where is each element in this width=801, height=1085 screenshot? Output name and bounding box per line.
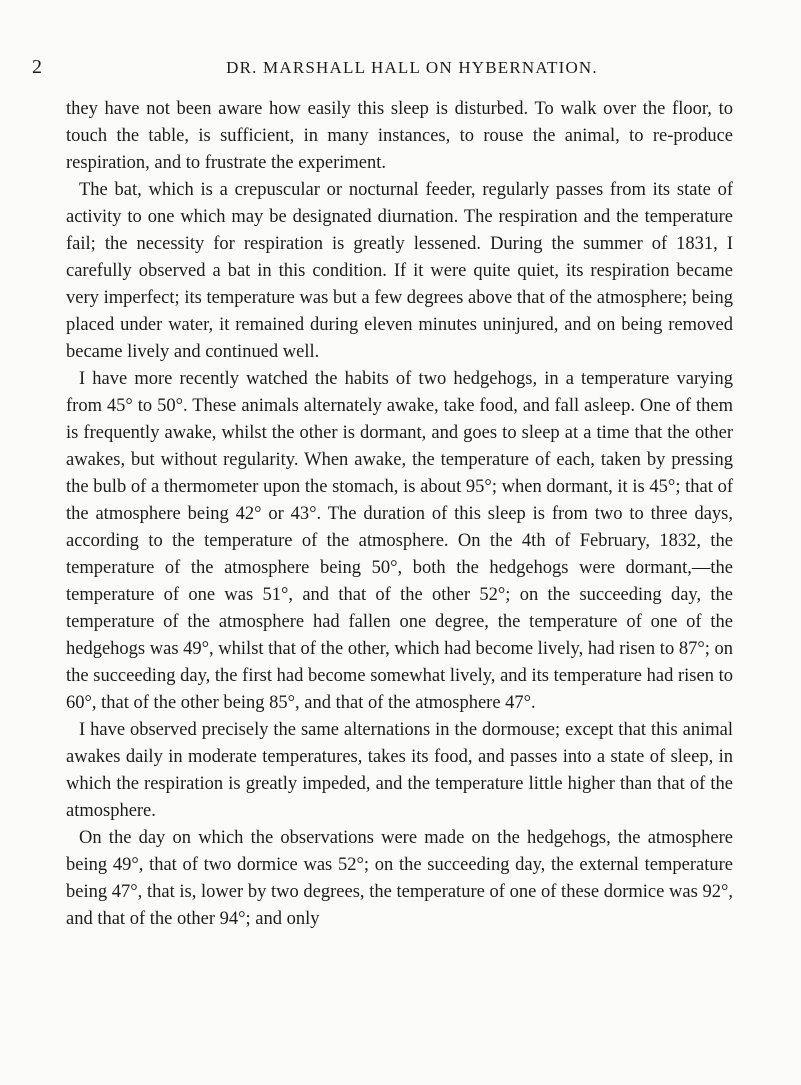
body-text	[66, 96, 733, 933]
paragraph-bat: The bat, which is a crepuscular or nocturnal feeder, regularly passes from its state of activity to one which may be designated diurnation. The respiration and the temperature fail; the necessity for respiration is greatly lessened. During the summer of 1831, I carefully observed a bat in this condition. If it were quite quiet, its respiration became very imperfect; its temperature was but a few degrees above that of the atmosphere; being placed under water, it remained during eleven minutes uninjured, and on being removed became lively and continued well.	[66, 180, 733, 362]
paragraph-dormice-observations: On the day on which the observations were made on the hedgehogs, the atmosphere being 49°, that of two dormice was 52°; on the succeeding day, the external temperature being 47°, that is, lower by two degrees, the temperature of one of these dormice was 92°, and that of the other 94°; and only	[66, 828, 733, 929]
paragraph-hedgehogs: I have more recently watched the habits of two hedgehogs, in a temperature varying from 45° to 50°. These animals alternately awake, take food, and fall asleep. One of them is frequently awake, whilst the other is dormant, and goes to sleep at a time that the other awakes, but without regularity. When awake, the temperature of each, taken by pressing the bulb of a thermometer upon the stomach, is about 95°; when dormant, it is 45°; that of the atmosphere being 42° or 43°. The duration of this sleep is from two to three days, according to the temperature of the atmosphere. On the 4th of February, 1832, the temperature of the atmosphere being 50°, both the hedgehogs were dormant,—the temperature of one was 51°, and that of the other 52°; on the succeeding day, the temperature of the atmosphere had fallen one degree, the temperature of one of the hedgehogs was 49°, whilst that of the other, which had become lively, had risen to 87°; on the succeeding day, the first had become somewhat lively, and its temperature had risen to 60°, that of the other being 85°, and that of the atmosphere 47°.	[66, 369, 733, 713]
running-head: DR. MARSHALL HALL ON HYBERNATION.	[226, 58, 598, 77]
paragraph-dormouse: I have observed precisely the same alternations in the dormouse; except that this animal awakes daily in moderate temperatures, takes its food, and passes into a state of sleep, in which the respiration is greatly impeded, and the temperature little higher than that of the atmosphere.	[66, 720, 733, 821]
page-header	[32, 56, 772, 82]
paragraph-continuation: they have not been aware how easily this sleep is disturbed. To walk over the floor, to touch the table, is sufficient, in many instances, to rouse the animal, to re-produce respiration, and to frustrate the experiment.	[66, 99, 733, 173]
page-number: 2	[32, 56, 43, 78]
